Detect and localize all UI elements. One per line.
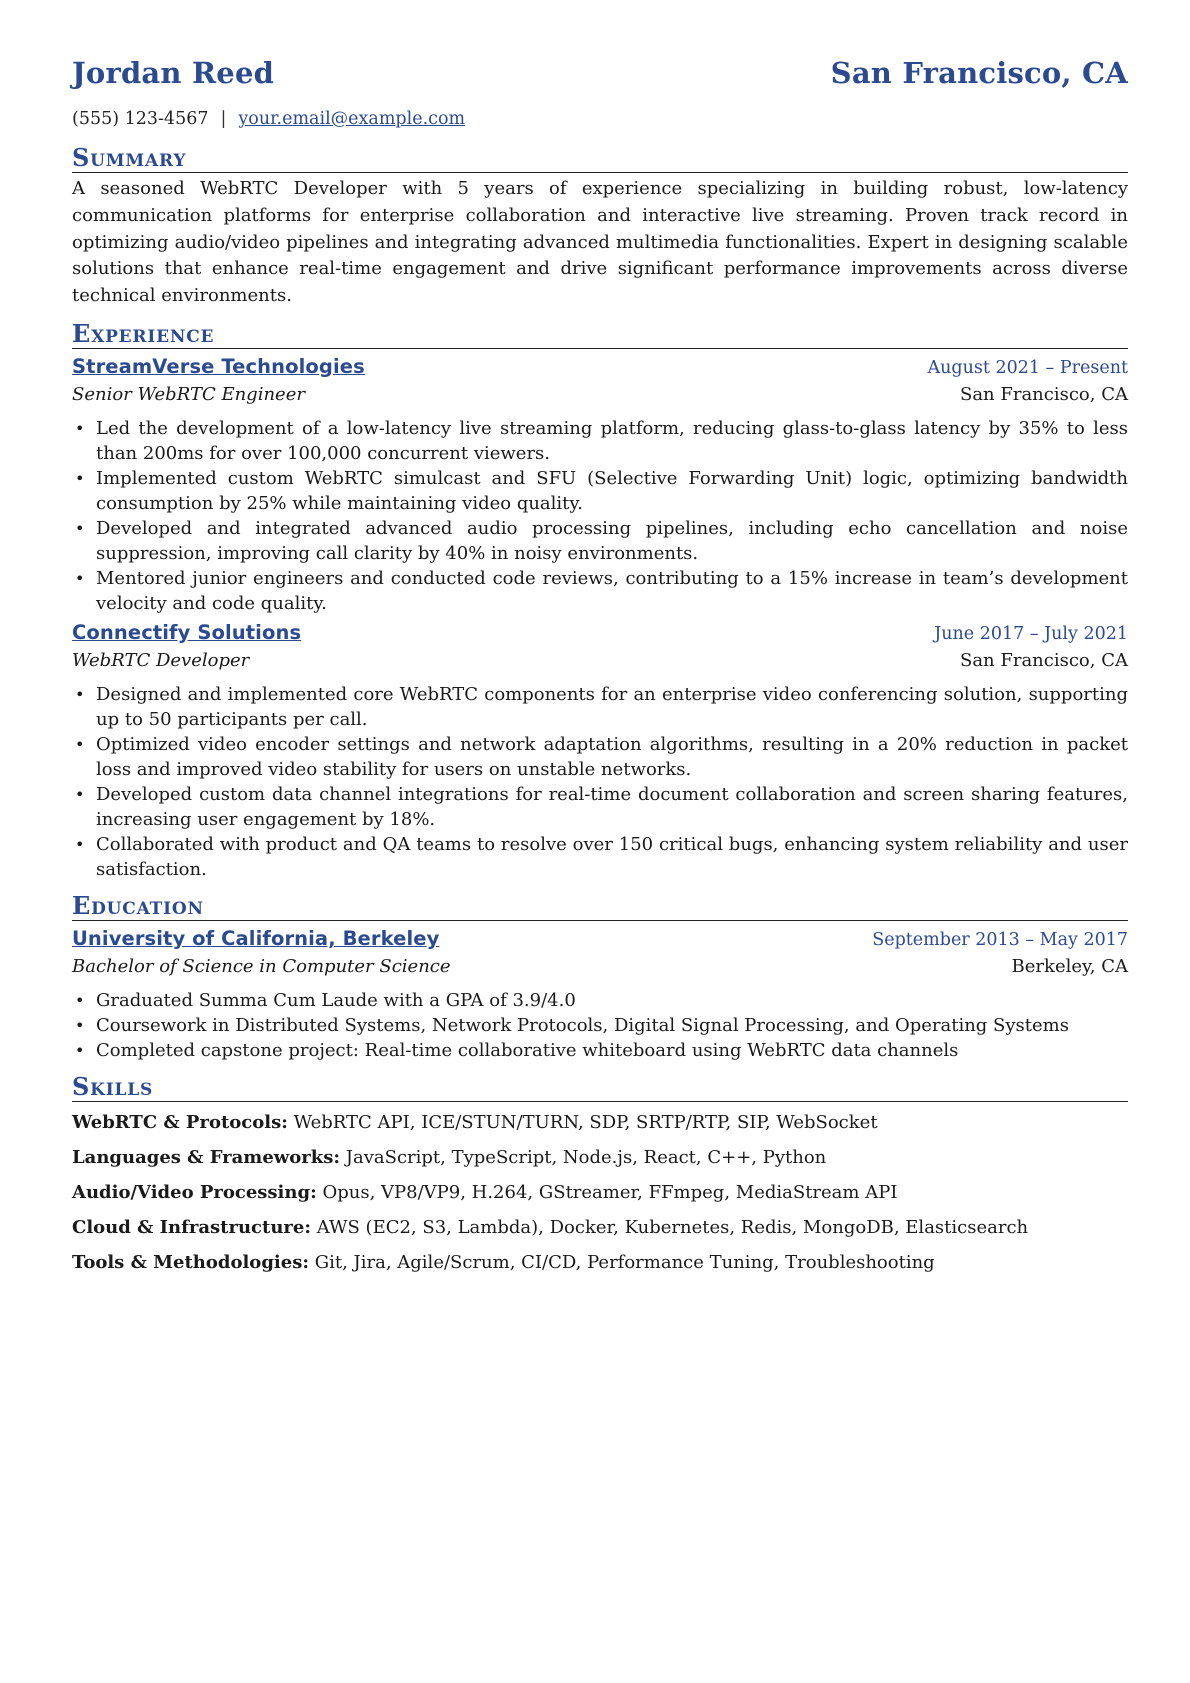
degree: Bachelor of Science in Computer Science — [72, 955, 451, 977]
skill-row — [72, 1245, 1128, 1280]
job-title: Senior WebRTC Engineer — [72, 383, 305, 405]
company-name[interactable]: Connectify Solutions — [72, 620, 302, 644]
bullet-item: • Designed and implemented core WebRTC components for an enterprise video conferencing solution, supporting up to 50 participants per call. — [96, 682, 1128, 732]
section-title-summary: Summary — [72, 144, 1128, 173]
school-name[interactable]: University of California, Berkeley — [72, 926, 440, 950]
section-title-skills: Skills — [72, 1073, 1128, 1102]
contact-info — [72, 104, 1128, 134]
skill-row — [72, 1105, 1128, 1140]
skill-value: Git, Jira, Agile/Scrum, CI/CD, Performance Tuning, Troubleshooting — [314, 1251, 935, 1273]
job-location: San Francisco, CA — [959, 649, 1128, 671]
bullet-item: • Implemented custom WebRTC simulcast and SFU (Selective Forwarding Unit) logic, optimizing bandwidth consumption by 25% while maintaining video quality. — [96, 466, 1128, 516]
experience-entry — [72, 352, 1128, 616]
skill-label: WebRTC & Protocols: — [72, 1111, 288, 1133]
skill-value: Opus, VP8/VP9, H.264, GStreamer, FFmpeg, MediaStream API — [322, 1181, 898, 1203]
skill-value: JavaScript, TypeScript, Node.js, React, C++, Python — [345, 1146, 827, 1168]
job-dates: August 2021 – Present — [927, 357, 1128, 378]
email-link[interactable]: your.email@example.com — [238, 109, 466, 129]
bullet-item: • Completed capstone project: Real-time collaborative whiteboard using WebRTC data channels — [96, 1038, 1128, 1063]
phone-number: (555) 123-4567 — [72, 109, 209, 129]
bullet-item: • Developed custom data channel integrations for real-time document collaboration and screen sharing features, increasing user engagement by 18%. — [96, 782, 1128, 832]
school-location: Berkeley, CA — [1011, 955, 1128, 977]
skills-list — [72, 1105, 1128, 1280]
bullet-item: • Graduated Summa Cum Laude with a GPA of 3.9/4.0 — [96, 988, 1128, 1013]
skill-row — [72, 1140, 1128, 1175]
job-bullets — [72, 416, 1128, 616]
candidate-location: San Francisco, CA — [830, 56, 1128, 90]
bullet-item: • Coursework in Distributed Systems, Network Protocols, Digital Signal Processing, and Operating Systems — [96, 1013, 1128, 1038]
education-bullets — [72, 988, 1128, 1063]
education-dates: September 2013 – May 2017 — [872, 929, 1128, 950]
job-dates: June 2017 – July 2021 — [934, 623, 1128, 644]
bullet-item: • Collaborated with product and QA teams to resolve over 150 critical bugs, enhancing system reliability and user satisfaction. — [96, 832, 1128, 882]
resume-header — [72, 56, 1128, 100]
candidate-name: Jordan Reed — [72, 56, 275, 90]
contact-separator: | — [220, 109, 227, 129]
job-bullets — [72, 682, 1128, 882]
skill-row — [72, 1210, 1128, 1245]
job-title: WebRTC Developer — [72, 649, 250, 671]
skill-row — [72, 1175, 1128, 1210]
experience-entry — [72, 618, 1128, 882]
bullet-item: • Developed and integrated advanced audio processing pipelines, including echo cancellation and noise suppression, improving call clarity by 40% in noisy environments. — [96, 516, 1128, 566]
summary-text: A seasoned WebRTC Developer with 5 years of experience specializing in building robust, low-latency communication platforms for enterprise collaboration and interactive live streaming. Proven track record in optimizing audio/video pipelines and integrating advanced multimedia functionalities. Expert in designing scalable solutions that enhance real-time engagement and drive significant performance improvements across diverse technical environments. — [72, 178, 1128, 307]
skill-label: Cloud & Infrastructure: — [72, 1216, 311, 1238]
bullet-item: • Mentored junior engineers and conducted code reviews, contributing to a 15% increase in team’s development velocity and code quality. — [96, 566, 1128, 616]
skill-value: AWS (EC2, S3, Lambda), Docker, Kubernetes, Redis, MongoDB, Elasticsearch — [316, 1216, 1029, 1238]
section-title-education: Education — [72, 892, 1128, 921]
skill-value: WebRTC API, ICE/STUN/TURN, SDP, SRTP/RTP, SIP, WebSocket — [293, 1111, 878, 1133]
skill-label: Tools & Methodologies: — [72, 1251, 309, 1273]
skill-label: Audio/Video Processing: — [72, 1181, 317, 1203]
bullet-item: • Led the development of a low-latency live streaming platform, reducing glass-to-glass latency by 35% to less than 200ms for over 100,000 concurrent viewers. — [96, 416, 1128, 466]
job-location: San Francisco, CA — [959, 383, 1128, 405]
company-name[interactable]: StreamVerse Technologies — [72, 354, 365, 378]
education-entry — [72, 924, 1128, 1063]
section-title-experience: Experience — [72, 320, 1128, 349]
skill-label: Languages & Frameworks: — [72, 1146, 341, 1168]
bullet-item: • Optimized video encoder settings and network adaptation algorithms, resulting in a 20% reduction in packet loss and improved video stability for users on unstable networks. — [96, 732, 1128, 782]
